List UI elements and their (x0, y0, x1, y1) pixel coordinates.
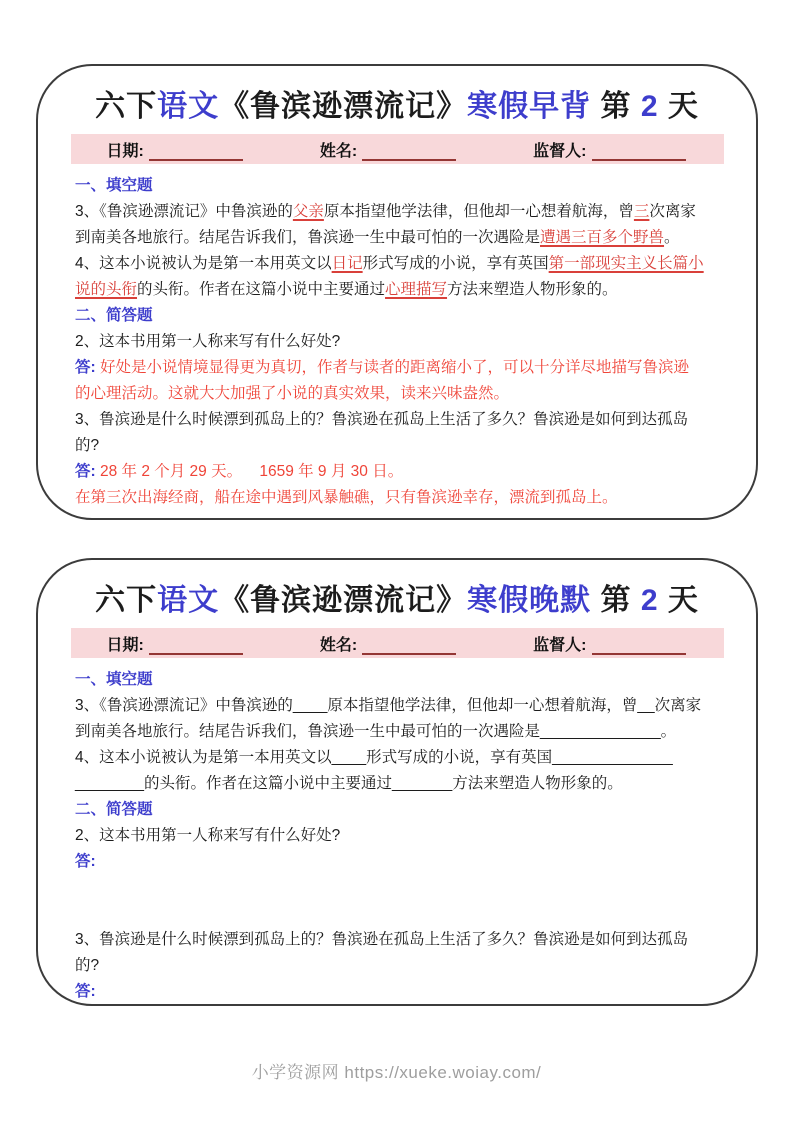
text-segment: 的头衔。作者在这篇小说中主要通过 (137, 281, 386, 298)
text-segment: 好处是小说情境显得更为真切，作者与读者的距离缩小了，可以十分详尽地描写鲁滨逊 (99, 359, 689, 376)
worksheet-line (75, 849, 728, 875)
worksheet-line (75, 381, 728, 407)
worksheet-line (75, 927, 728, 953)
text-segment: 3、《鲁滨逊漂流记》中鲁滨逊的____原本指望他学法律，但他却一心想着航海，曾__次离家 (75, 697, 702, 714)
text-segment: 一、填空题 (75, 177, 153, 194)
text-segment: 三 (633, 203, 650, 220)
worksheet-line (75, 407, 728, 433)
worksheet-line (75, 719, 728, 745)
text-segment: 4、这本小说被认为是第一本用英文以 (75, 255, 332, 272)
text-segment: 寒假晚默 (467, 584, 592, 617)
text-segment: 2、这本书用第一人称来写有什么好处? (75, 827, 341, 844)
text-segment: 语文 (157, 584, 220, 617)
worksheet-line (75, 277, 728, 303)
text-segment: ________的头衔。作者在这篇小说中主要通过_______方法来塑造人物形象的。 (75, 775, 623, 792)
text-segment: 4、这本小说被认为是第一本用英文以____形式写成的小说，享有英国______________ (75, 749, 673, 766)
date-label: 日期: (106, 636, 144, 654)
worksheet-line (75, 225, 728, 251)
text-segment: 《鲁滨逊漂流记》 (219, 90, 468, 123)
supervisor-field (533, 138, 685, 161)
text-segment: 2 (640, 90, 659, 123)
worksheet-line (75, 485, 728, 511)
info-band-evening (71, 628, 724, 658)
text-segment: 寒假早背 (467, 90, 592, 123)
text-segment: 2 (640, 584, 659, 617)
text-segment: 3、鲁滨逊是什么时候漂到孤岛上的？鲁滨逊在孤岛上生活了多久？鲁滨逊是如何到达孤岛 (75, 411, 689, 428)
blank-space (75, 875, 728, 927)
supervisor-label: 监督人: (533, 142, 587, 160)
text-segment: 第 (591, 584, 641, 617)
name-label: 姓名: (319, 142, 358, 160)
text-segment: 2、这本书用第一人称来写有什么好处? (75, 333, 341, 350)
text-segment: 二、简答题 (75, 801, 153, 818)
text-segment: 。 (664, 229, 680, 246)
text-segment: 天 (658, 90, 699, 123)
text-segment: 的心理活动。这就大大加强了小说的真实效果，读来兴味盎然。 (75, 385, 510, 402)
text-segment: 次离家 (649, 203, 696, 220)
text-segment: 原本指望他学法律，但他却一心想着航海，曾 (323, 203, 634, 220)
worksheet-line (75, 303, 728, 329)
name-blank-line (362, 144, 456, 161)
text-segment: 第一部现实主义长篇小 (548, 255, 704, 272)
worksheet-line (75, 433, 728, 459)
text-segment: 遭遇三百多个野兽 (540, 229, 665, 246)
text-segment: 的? (75, 957, 100, 974)
worksheet-line (75, 251, 728, 277)
supervisor-blank-line (592, 638, 686, 655)
name-field (320, 632, 456, 655)
text-segment: 《鲁滨逊漂流记》 (219, 584, 468, 617)
card-title-morning (38, 81, 756, 125)
info-band-morning (71, 134, 724, 164)
card-title-evening (38, 575, 756, 619)
text-segment: 语文 (157, 90, 220, 123)
name-label: 姓名: (319, 636, 358, 654)
worksheet-line (75, 771, 728, 797)
text-segment: 到南美各地旅行。结尾告诉我们，鲁滨逊一生中最可怕的一次遇险是 (75, 229, 541, 246)
worksheet-line (75, 329, 728, 355)
site-watermark: 小学资源网 https://xueke.woiay.com/ (251, 1063, 542, 1082)
worksheet-line (75, 797, 728, 823)
text-segment: 的? (75, 437, 100, 454)
text-segment: 3、鲁滨逊是什么时候漂到孤岛上的？鲁滨逊在孤岛上生活了多久？鲁滨逊是如何到达孤岛 (75, 931, 689, 948)
text-segment: 答: (75, 359, 100, 376)
worksheet-line (75, 745, 728, 771)
worksheet-card-evening (36, 558, 758, 1006)
text-segment: 心理描写 (385, 281, 448, 298)
text-segment: 第 (591, 90, 641, 123)
text-segment: 二、简答题 (75, 307, 153, 324)
worksheet-line (75, 823, 728, 849)
text-segment: 答: (75, 983, 96, 1000)
text-segment: 方法来塑造人物形象的。 (447, 281, 618, 298)
text-segment: 到南美各地旅行。结尾告诉我们，鲁滨逊一生中最可怕的一次遇险是______________。 (75, 723, 677, 740)
date-blank-line (149, 638, 243, 655)
worksheet-line (75, 979, 728, 1005)
date-field (107, 632, 243, 655)
worksheet-line (75, 173, 728, 199)
worksheet-line (75, 953, 728, 979)
worksheet-card-morning (36, 64, 758, 520)
date-label: 日期: (106, 142, 144, 160)
text-segment: 说的头衔 (75, 281, 138, 298)
date-blank-line (149, 144, 243, 161)
text-segment: 28 年 2 个月 29 天。 1659 年 9 月 30 日。 (99, 463, 404, 480)
worksheet-line (75, 199, 728, 225)
supervisor-label: 监督人: (533, 636, 587, 654)
text-segment: 六下 (95, 90, 158, 123)
text-segment: 答: (75, 463, 100, 480)
worksheet-line (75, 459, 728, 485)
text-segment: 3、《鲁滨逊漂流记》中鲁滨逊的 (75, 203, 293, 220)
text-segment: 答: (75, 853, 96, 870)
question-lines-morning (38, 164, 756, 511)
text-segment: 一、填空题 (75, 671, 153, 688)
supervisor-field (533, 632, 685, 655)
worksheet-line (75, 355, 728, 381)
text-segment: 形式写成的小说，享有英国 (362, 255, 549, 272)
name-blank-line (362, 638, 456, 655)
worksheet-line (75, 667, 728, 693)
text-segment: 日记 (331, 255, 363, 272)
text-segment: 天 (658, 584, 699, 617)
text-segment: 六下 (95, 584, 158, 617)
worksheet-line (75, 693, 728, 719)
text-segment: 父亲 (292, 203, 324, 220)
text-segment: 在第三次出海经商，船在途中遇到风暴触礁，只有鲁滨逊幸存，漂流到孤岛上。 (75, 489, 618, 506)
supervisor-blank-line (592, 144, 686, 161)
name-field (320, 138, 456, 161)
date-field (107, 138, 243, 161)
question-lines-evening (38, 658, 756, 1005)
